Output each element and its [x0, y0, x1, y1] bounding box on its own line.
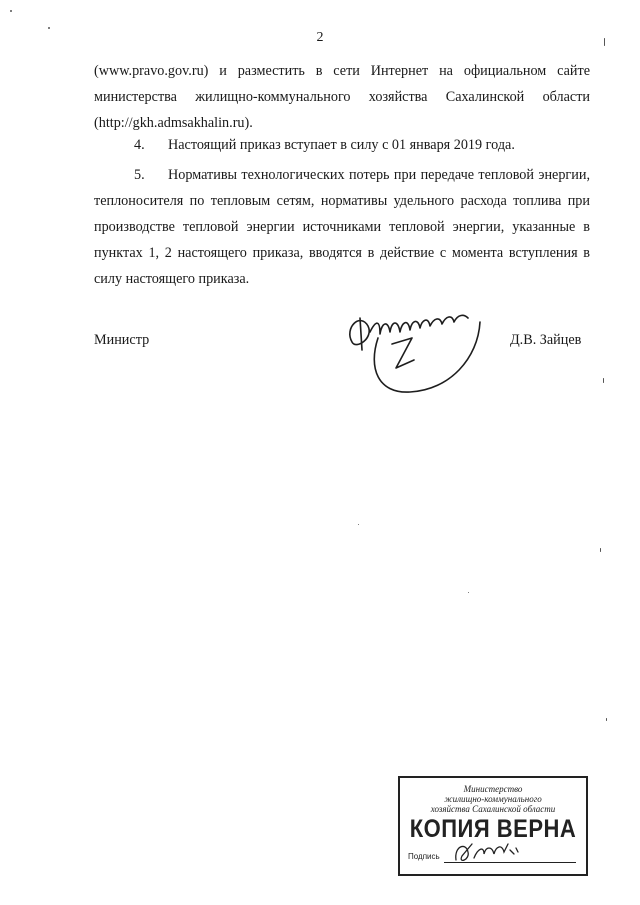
- item-text: Настоящий приказ вступает в силу с 01 января 2019 года.: [168, 137, 515, 153]
- signatory-name: Д.В. Зайцев: [510, 332, 582, 348]
- stamp-title: КОПИЯ ВЕРНА: [409, 814, 577, 843]
- stamp-org-line-1: Министерство: [463, 784, 523, 794]
- paragraph-item-5: [94, 162, 590, 292]
- signatory-title: Министр: [94, 332, 150, 348]
- scan-artifact: [48, 27, 50, 29]
- scan-artifact: [358, 524, 359, 525]
- item-number: 5.: [134, 167, 145, 183]
- scan-artifact: [468, 592, 469, 593]
- handwritten-signature: [330, 298, 490, 398]
- scan-artifact: [10, 10, 12, 12]
- scan-artifact: [603, 378, 604, 383]
- certified-copy-stamp: [398, 776, 588, 876]
- stamp-org-line-3: хозяйства Сахалинской области: [430, 804, 556, 814]
- stamp-signature-label: Подпись: [408, 852, 440, 861]
- scan-artifact: [606, 718, 607, 721]
- scan-artifact: [604, 38, 605, 46]
- paragraph-publication: (www.pravo.gov.ru) и разместить в сети Интернет на официальном сайте министерства жилищно-коммунального хозяйства Сахалинской области (http://gkh.admsakhalin.ru).: [94, 63, 590, 131]
- page-number: 2: [316, 30, 324, 45]
- item-text: Нормативы технологических потерь при передаче тепловой энергии, теплоносителя по тепловым сетям, нормативы удельного расхода топлива при производстве тепловой энергии источниками тепловой энергии, указанные в пунктах 1, 2 настоящего приказа, вводятся в действие с момента вступления в силу настоящего приказа.: [94, 167, 590, 287]
- stamp-handwritten-signature: [450, 838, 540, 868]
- paragraph-item-4: [94, 132, 590, 158]
- scan-artifact: [600, 548, 601, 552]
- stamp-org-line-2: жилищно-коммунального: [444, 794, 542, 804]
- item-number: 4.: [134, 137, 145, 153]
